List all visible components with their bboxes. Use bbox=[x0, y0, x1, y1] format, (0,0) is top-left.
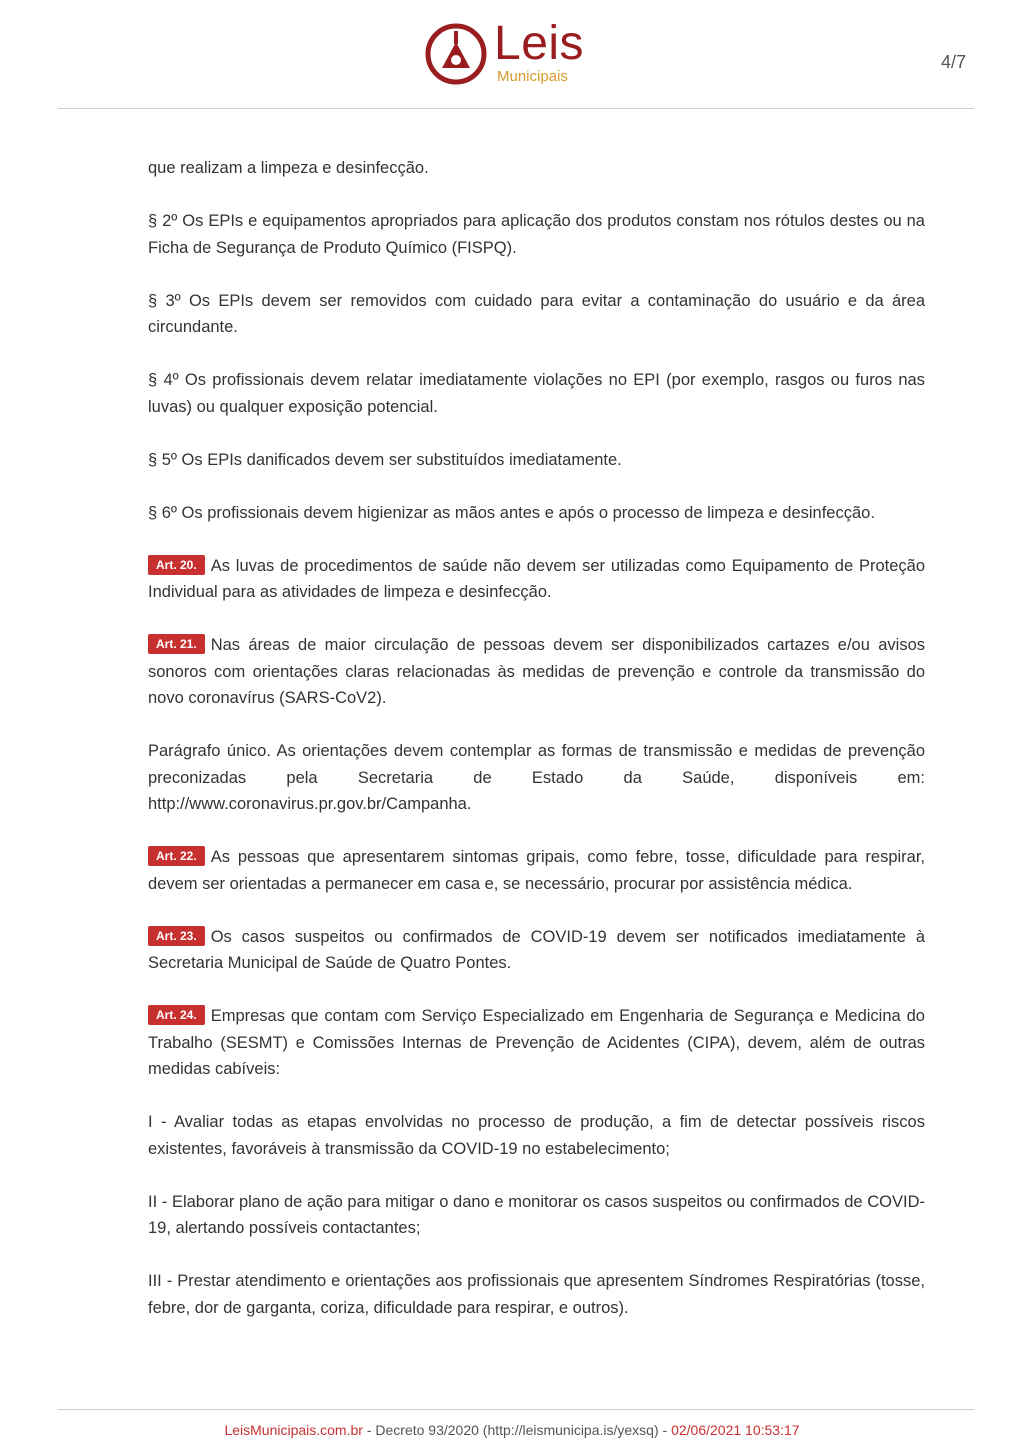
paragraph-unico: Parágrafo único. As orientações devem contemplar as formas de transmissão e medidas de prevenção preconizadas pela Secretaria de Estado da Saúde, disponíveis em: http://www.coronavirus.pr.gov.br/Campanha. bbox=[148, 742, 925, 813]
article-text: As pessoas que apresentarem sintomas gripais, como febre, tosse, dificuldade para respirar, devem ser orientadas a permanecer em casa e, se necessário, procurar por assistência médica. bbox=[148, 848, 925, 893]
article-text: Empresas que contam com Serviço Especializado em Engenharia de Segurança e Medicina do Trabalho (SESMT) e Comissões Internas de Prevenção de Acidentes (CIPA), devem, além de outras medidas cabíveis: bbox=[148, 1007, 925, 1078]
article-badge[interactable]: Art. 24. bbox=[148, 1005, 205, 1025]
article-20 bbox=[148, 553, 925, 606]
page-footer bbox=[0, 1422, 1024, 1438]
article-badge[interactable]: Art. 23. bbox=[148, 926, 205, 946]
footer-document-ref: - Decreto 93/2020 (http://leismunicipa.is/yexsq) - bbox=[362, 1422, 672, 1438]
article-23 bbox=[148, 924, 925, 977]
page-number: 4/7 bbox=[940, 52, 966, 72]
paragraph-section-5: § 5º Os EPIs danificados devem ser substituídos imediatamente. bbox=[148, 450, 622, 469]
article-22 bbox=[148, 844, 925, 897]
header-divider bbox=[58, 108, 974, 109]
article-badge[interactable]: Art. 20. bbox=[148, 555, 205, 575]
article-text: As luvas de procedimentos de saúde não devem ser utilizadas como Equipamento de Proteção Individual para as atividades de limpeza e desinfecção. bbox=[148, 556, 925, 601]
article-text: Os casos suspeitos ou confirmados de COVID-19 devem ser notificados imediatamente à Secretaria Municipal de Saúde de Quatro Pontes. bbox=[148, 927, 925, 972]
paragraph-section-4: § 4º Os profissionais devem relatar imediatamente violações no EPI (por exemplo, rasgos ou furos nas luvas) ou qualquer exposição potencial. bbox=[148, 371, 925, 416]
footer-timestamp: 02/06/2021 10:53:17 bbox=[671, 1422, 800, 1438]
article-text: Nas áreas de maior circulação de pessoas devem ser disponibilizados cartazes e/ou avisos sonoros com orientações claras relacionadas às medidas de prevenção e controle da transmissão do novo coronavírus (SARS-CoV2). bbox=[148, 636, 925, 707]
page-header bbox=[0, 0, 1024, 110]
document-body bbox=[148, 155, 925, 1348]
logo-subtitle: Municipais bbox=[497, 68, 568, 85]
paragraph-section-2: § 2º Os EPIs e equipamentos apropriados para aplicação dos produtos constam nos rótulos destes ou na Ficha de Segurança de Produto Químico (FISPQ). bbox=[148, 212, 925, 257]
footer-divider bbox=[58, 1409, 974, 1410]
article-badge[interactable]: Art. 22. bbox=[148, 846, 205, 866]
leis-municipais-logo[interactable] bbox=[424, 18, 594, 90]
paragraph-section-6: § 6º Os profissionais devem higienizar as mãos antes e após o processo de limpeza e desinfecção. bbox=[148, 503, 875, 522]
logo-emblem-icon bbox=[424, 22, 488, 86]
list-item-ii: II - Elaborar plano de ação para mitigar o dano e monitorar os casos suspeitos ou confirmados de COVID-19, alertando possíveis contactantes; bbox=[148, 1192, 925, 1237]
footer-site-link[interactable]: LeisMunicipais.com.br bbox=[224, 1422, 363, 1438]
logo-wordmark: Leis bbox=[494, 17, 585, 70]
paragraph-section-3: § 3º Os EPIs devem ser removidos com cuidado para evitar a contaminação do usuário e da área circundante. bbox=[148, 291, 925, 336]
article-21 bbox=[148, 632, 925, 712]
article-24 bbox=[148, 1003, 925, 1083]
list-item-i: I - Avaliar todas as etapas envolvidas no processo de produção, a fim de detectar possíveis riscos existentes, favoráveis à transmissão da COVID-19 no estabelecimento; bbox=[148, 1113, 925, 1158]
paragraph-continuation: que realizam a limpeza e desinfecção. bbox=[148, 159, 429, 177]
article-badge[interactable]: Art. 21. bbox=[148, 634, 205, 654]
list-item-iii: III - Prestar atendimento e orientações aos profissionais que apresentem Síndromes Respiratórias (tosse, febre, dor de garganta, coriza, dificuldade para respirar, e outros). bbox=[148, 1272, 925, 1317]
